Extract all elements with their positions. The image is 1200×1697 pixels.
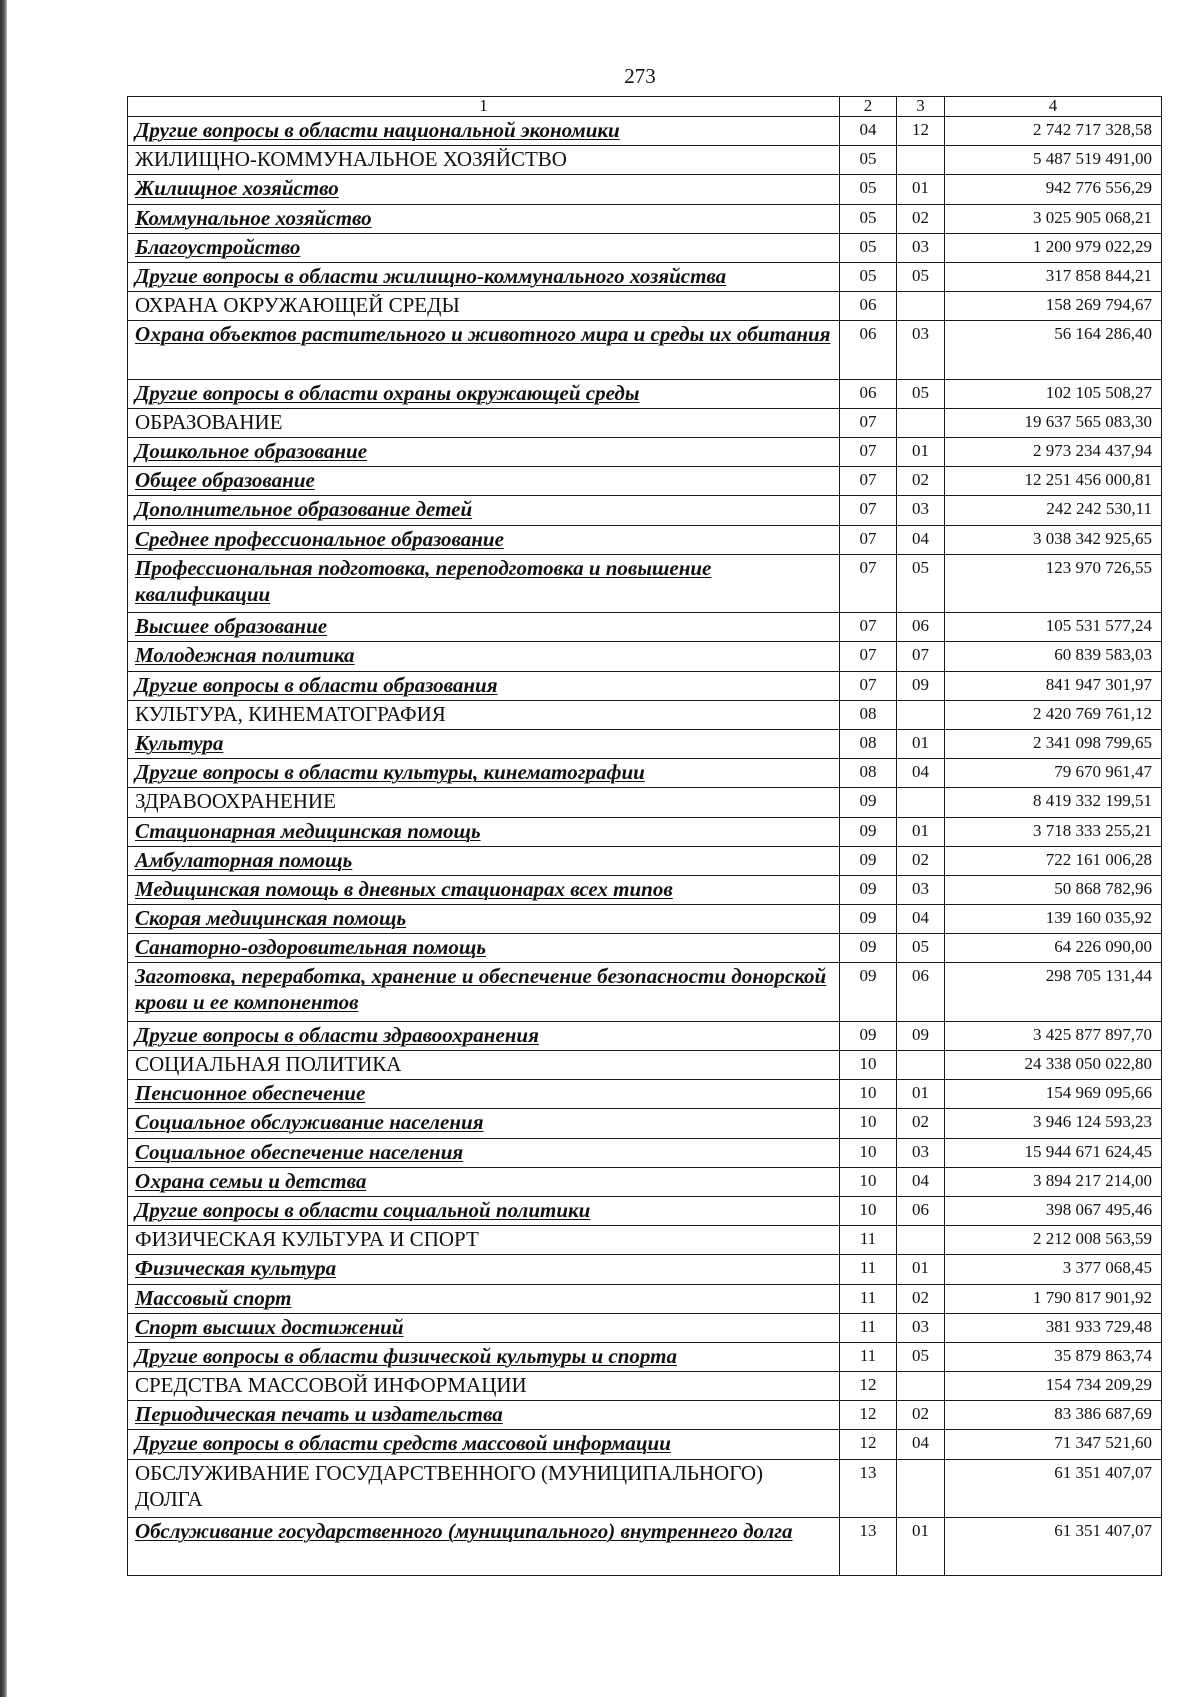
row-amount: 158 269 794,67: [945, 292, 1162, 321]
row-section-code: 12: [840, 1401, 897, 1430]
row-name: Другие вопросы в области средств массовой информации: [128, 1430, 840, 1459]
row-subsection-code: 03: [897, 875, 945, 904]
row-amount: 12 251 456 000,81: [945, 467, 1162, 496]
table-row: [128, 1226, 1162, 1255]
row-name: Другие вопросы в области физической культуры и спорта: [128, 1342, 840, 1371]
row-amount: 3 025 905 068,21: [945, 204, 1162, 233]
table-header-row: [128, 97, 1162, 117]
row-amount: 83 386 687,69: [945, 1401, 1162, 1430]
row-section-code: 07: [840, 467, 897, 496]
row-section-code: 09: [840, 905, 897, 934]
row-section-code: 07: [840, 613, 897, 642]
row-subsection-code: 09: [897, 671, 945, 700]
table-row: [128, 671, 1162, 700]
row-section-code: 11: [840, 1255, 897, 1284]
row-subsection-code: 02: [897, 467, 945, 496]
row-name: Жилищное хозяйство: [128, 175, 840, 204]
row-subsection-code: 01: [897, 1080, 945, 1109]
row-section-code: 10: [840, 1196, 897, 1225]
row-subsection-code: 06: [897, 1196, 945, 1225]
row-subsection-code: 12: [897, 117, 945, 146]
row-subsection-code: 04: [897, 759, 945, 788]
row-subsection-code: 02: [897, 846, 945, 875]
row-section-code: 06: [840, 321, 897, 379]
row-amount: 1 200 979 022,29: [945, 233, 1162, 262]
row-amount: 3 894 217 214,00: [945, 1167, 1162, 1196]
row-section-code: 13: [840, 1459, 897, 1517]
table-row: [128, 759, 1162, 788]
table-body: [128, 117, 1162, 1576]
table-row: [128, 1255, 1162, 1284]
table-row: [128, 525, 1162, 554]
table-row: [128, 788, 1162, 817]
row-amount: 722 161 006,28: [945, 846, 1162, 875]
table-row: [128, 817, 1162, 846]
row-name: Профессиональная подготовка, переподготовка и повышение квалификации: [128, 554, 840, 612]
row-amount: 123 970 726,55: [945, 554, 1162, 612]
table-row: [128, 1167, 1162, 1196]
row-section-code: 09: [840, 846, 897, 875]
row-amount: 60 839 583,03: [945, 642, 1162, 671]
table-row: [128, 467, 1162, 496]
row-subsection-code: 01: [897, 175, 945, 204]
row-amount: 61 351 407,07: [945, 1518, 1162, 1576]
row-name: Другие вопросы в области охраны окружающей среды: [128, 379, 840, 408]
table-row: [128, 1138, 1162, 1167]
row-name: Стационарная медицинская помощь: [128, 817, 840, 846]
table-row: [128, 934, 1162, 963]
row-section-code: 09: [840, 875, 897, 904]
row-name: Пенсионное обеспечение: [128, 1080, 840, 1109]
row-name: Общее образование: [128, 467, 840, 496]
row-section-code: 10: [840, 1051, 897, 1080]
scan-edge-shadow: [0, 0, 7, 1697]
row-subsection-code: 01: [897, 438, 945, 467]
row-subsection-code: [897, 408, 945, 437]
row-amount: 5 487 519 491,00: [945, 146, 1162, 175]
table-row: [128, 554, 1162, 612]
row-name: Молодежная политика: [128, 642, 840, 671]
row-amount: 64 226 090,00: [945, 934, 1162, 963]
row-amount: 1 790 817 901,92: [945, 1284, 1162, 1313]
row-subsection-code: 05: [897, 1342, 945, 1371]
row-amount: 3 718 333 255,21: [945, 817, 1162, 846]
row-subsection-code: 05: [897, 934, 945, 963]
row-subsection-code: 02: [897, 204, 945, 233]
row-subsection-code: [897, 1051, 945, 1080]
row-section-code: 08: [840, 729, 897, 758]
table-row: [128, 1021, 1162, 1050]
row-section-code: 05: [840, 175, 897, 204]
row-name: Массовый спорт: [128, 1284, 840, 1313]
row-subsection-code: 02: [897, 1109, 945, 1138]
row-subsection-code: 04: [897, 1167, 945, 1196]
table-row: [128, 1313, 1162, 1342]
row-amount: 79 670 961,47: [945, 759, 1162, 788]
row-name: ОБСЛУЖИВАНИЕ ГОСУДАРСТВЕННОГО (МУНИЦИПАЛЬНОГО) ДОЛГА: [128, 1459, 840, 1517]
row-section-code: 11: [840, 1226, 897, 1255]
row-amount: 154 734 209,29: [945, 1372, 1162, 1401]
row-subsection-code: [897, 292, 945, 321]
row-section-code: 11: [840, 1284, 897, 1313]
row-subsection-code: 07: [897, 642, 945, 671]
row-subsection-code: 05: [897, 379, 945, 408]
row-section-code: 05: [840, 146, 897, 175]
row-name: ФИЗИЧЕСКАЯ КУЛЬТУРА И СПОРТ: [128, 1226, 840, 1255]
row-amount: 3 425 877 897,70: [945, 1021, 1162, 1050]
row-section-code: 12: [840, 1430, 897, 1459]
row-subsection-code: 02: [897, 1401, 945, 1430]
row-subsection-code: 09: [897, 1021, 945, 1050]
row-name: Другие вопросы в области жилищно-коммунального хозяйства: [128, 262, 840, 291]
row-section-code: 09: [840, 1021, 897, 1050]
row-section-code: 04: [840, 117, 897, 146]
row-subsection-code: [897, 788, 945, 817]
row-amount: 105 531 577,24: [945, 613, 1162, 642]
table-row: [128, 204, 1162, 233]
row-subsection-code: [897, 146, 945, 175]
table-row: [128, 496, 1162, 525]
row-amount: 3 946 124 593,23: [945, 1109, 1162, 1138]
table-row: [128, 846, 1162, 875]
row-section-code: 05: [840, 204, 897, 233]
row-section-code: 10: [840, 1109, 897, 1138]
table-row: [128, 408, 1162, 437]
page-number: 273: [624, 64, 656, 88]
row-section-code: 13: [840, 1518, 897, 1576]
table-row: [128, 175, 1162, 204]
header-col-2: 2: [840, 97, 897, 117]
row-subsection-code: 06: [897, 963, 945, 1021]
row-amount: 15 944 671 624,45: [945, 1138, 1162, 1167]
row-section-code: 11: [840, 1313, 897, 1342]
row-amount: 61 351 407,07: [945, 1459, 1162, 1517]
row-name: Спорт высших достижений: [128, 1313, 840, 1342]
row-section-code: 09: [840, 788, 897, 817]
row-subsection-code: 01: [897, 817, 945, 846]
row-section-code: 09: [840, 817, 897, 846]
row-amount: 298 705 131,44: [945, 963, 1162, 1021]
row-amount: 102 105 508,27: [945, 379, 1162, 408]
row-name: ОХРАНА ОКРУЖАЮЩЕЙ СРЕДЫ: [128, 292, 840, 321]
row-amount: 8 419 332 199,51: [945, 788, 1162, 817]
table-row: [128, 117, 1162, 146]
table-row: [128, 1080, 1162, 1109]
row-name: Периодическая печать и издательства: [128, 1401, 840, 1430]
row-subsection-code: 02: [897, 1284, 945, 1313]
row-subsection-code: [897, 1372, 945, 1401]
row-name: Коммунальное хозяйство: [128, 204, 840, 233]
row-section-code: 06: [840, 379, 897, 408]
row-section-code: 07: [840, 525, 897, 554]
row-section-code: 06: [840, 292, 897, 321]
row-subsection-code: 01: [897, 1255, 945, 1284]
row-amount: 24 338 050 022,80: [945, 1051, 1162, 1080]
row-name: Санаторно-оздоровительная помощь: [128, 934, 840, 963]
row-name: Среднее профессиональное образование: [128, 525, 840, 554]
table-row: [128, 1109, 1162, 1138]
table-row: [128, 438, 1162, 467]
table-row: [128, 1459, 1162, 1517]
row-amount: 50 868 782,96: [945, 875, 1162, 904]
table-row: [128, 963, 1162, 1021]
table-row: [128, 1372, 1162, 1401]
row-amount: 2 973 234 437,94: [945, 438, 1162, 467]
row-amount: 398 067 495,46: [945, 1196, 1162, 1225]
row-section-code: 07: [840, 408, 897, 437]
table-row: [128, 729, 1162, 758]
row-subsection-code: 06: [897, 613, 945, 642]
table-row: [128, 262, 1162, 291]
budget-table: [127, 96, 1162, 1576]
row-section-code: 07: [840, 642, 897, 671]
row-name: Охрана семьи и детства: [128, 1167, 840, 1196]
row-name: Обслуживание государственного (муниципального) внутреннего долга: [128, 1518, 840, 1576]
row-subsection-code: 04: [897, 525, 945, 554]
row-name: Дополнительное образование детей: [128, 496, 840, 525]
row-amount: 2 742 717 328,58: [945, 117, 1162, 146]
row-subsection-code: [897, 1459, 945, 1517]
row-amount: 242 242 530,11: [945, 496, 1162, 525]
row-amount: 317 858 844,21: [945, 262, 1162, 291]
row-section-code: 05: [840, 262, 897, 291]
row-subsection-code: 04: [897, 1430, 945, 1459]
table-row: [128, 1342, 1162, 1371]
row-subsection-code: 03: [897, 1313, 945, 1342]
row-name: Другие вопросы в области национальной экономики: [128, 117, 840, 146]
row-name: Медицинская помощь в дневных стационарах всех типов: [128, 875, 840, 904]
header-col-4: 4: [945, 97, 1162, 117]
table-row: [128, 1284, 1162, 1313]
row-name: Амбулаторная помощь: [128, 846, 840, 875]
row-name: Социальное обслуживание населения: [128, 1109, 840, 1138]
row-name: КУЛЬТУРА, КИНЕМАТОГРАФИЯ: [128, 700, 840, 729]
row-name: ЖИЛИЩНО-КОММУНАЛЬНОЕ ХОЗЯЙСТВО: [128, 146, 840, 175]
row-section-code: 07: [840, 496, 897, 525]
table-row: [128, 1196, 1162, 1225]
table-row: [128, 875, 1162, 904]
table-row: [128, 1051, 1162, 1080]
row-section-code: 05: [840, 233, 897, 262]
row-subsection-code: [897, 700, 945, 729]
row-amount: 381 933 729,48: [945, 1313, 1162, 1342]
table-row: [128, 379, 1162, 408]
table-row: [128, 292, 1162, 321]
row-name: Благоустройство: [128, 233, 840, 262]
row-name: Скорая медицинская помощь: [128, 905, 840, 934]
row-name: Социальное обеспечение населения: [128, 1138, 840, 1167]
row-amount: 35 879 863,74: [945, 1342, 1162, 1371]
table-row: [128, 905, 1162, 934]
row-amount: 71 347 521,60: [945, 1430, 1162, 1459]
row-name: Охрана объектов растительного и животного мира и среды их обитания: [128, 321, 840, 379]
row-subsection-code: 05: [897, 554, 945, 612]
row-subsection-code: [897, 1226, 945, 1255]
row-name: СОЦИАЛЬНАЯ ПОЛИТИКА: [128, 1051, 840, 1080]
table-row: [128, 642, 1162, 671]
row-section-code: 08: [840, 759, 897, 788]
row-name: Другие вопросы в области социальной политики: [128, 1196, 840, 1225]
header-col-1: 1: [128, 97, 840, 117]
table-row: [128, 146, 1162, 175]
table-row: [128, 613, 1162, 642]
row-subsection-code: 03: [897, 496, 945, 525]
row-name: СРЕДСТВА МАССОВОЙ ИНФОРМАЦИИ: [128, 1372, 840, 1401]
row-section-code: 10: [840, 1080, 897, 1109]
table-row: [128, 233, 1162, 262]
table-row: [128, 321, 1162, 379]
table-row: [128, 700, 1162, 729]
row-subsection-code: 03: [897, 1138, 945, 1167]
row-amount: 3 377 068,45: [945, 1255, 1162, 1284]
row-amount: 2 341 098 799,65: [945, 729, 1162, 758]
row-subsection-code: 03: [897, 321, 945, 379]
row-name: ЗДРАВООХРАНЕНИЕ: [128, 788, 840, 817]
row-amount: 56 164 286,40: [945, 321, 1162, 379]
row-name: Дошкольное образование: [128, 438, 840, 467]
row-section-code: 12: [840, 1372, 897, 1401]
row-section-code: 09: [840, 934, 897, 963]
table-row: [128, 1401, 1162, 1430]
row-section-code: 07: [840, 554, 897, 612]
row-name: Другие вопросы в области здравоохранения: [128, 1021, 840, 1050]
row-name: Другие вопросы в области образования: [128, 671, 840, 700]
row-section-code: 09: [840, 963, 897, 1021]
row-subsection-code: 01: [897, 729, 945, 758]
row-amount: 2 212 008 563,59: [945, 1226, 1162, 1255]
row-section-code: 11: [840, 1342, 897, 1371]
row-amount: 139 160 035,92: [945, 905, 1162, 934]
row-subsection-code: 01: [897, 1518, 945, 1576]
row-section-code: 08: [840, 700, 897, 729]
row-section-code: 10: [840, 1167, 897, 1196]
row-amount: 841 947 301,97: [945, 671, 1162, 700]
row-amount: 2 420 769 761,12: [945, 700, 1162, 729]
row-section-code: 07: [840, 671, 897, 700]
row-amount: 3 038 342 925,65: [945, 525, 1162, 554]
header-col-3: 3: [897, 97, 945, 117]
row-subsection-code: 05: [897, 262, 945, 291]
table-row: [128, 1518, 1162, 1576]
row-name: Культура: [128, 729, 840, 758]
row-name: Заготовка, переработка, хранение и обеспечение безопасности донорской крови и ее компонентов: [128, 963, 840, 1021]
row-amount: 19 637 565 083,30: [945, 408, 1162, 437]
row-name: Физическая культура: [128, 1255, 840, 1284]
row-name: Другие вопросы в области культуры, кинематографии: [128, 759, 840, 788]
row-amount: 154 969 095,66: [945, 1080, 1162, 1109]
row-subsection-code: 04: [897, 905, 945, 934]
table-row: [128, 1430, 1162, 1459]
row-name: Высшее образование: [128, 613, 840, 642]
row-section-code: 10: [840, 1138, 897, 1167]
row-section-code: 07: [840, 438, 897, 467]
row-amount: 942 776 556,29: [945, 175, 1162, 204]
row-subsection-code: 03: [897, 233, 945, 262]
row-name: ОБРАЗОВАНИЕ: [128, 408, 840, 437]
